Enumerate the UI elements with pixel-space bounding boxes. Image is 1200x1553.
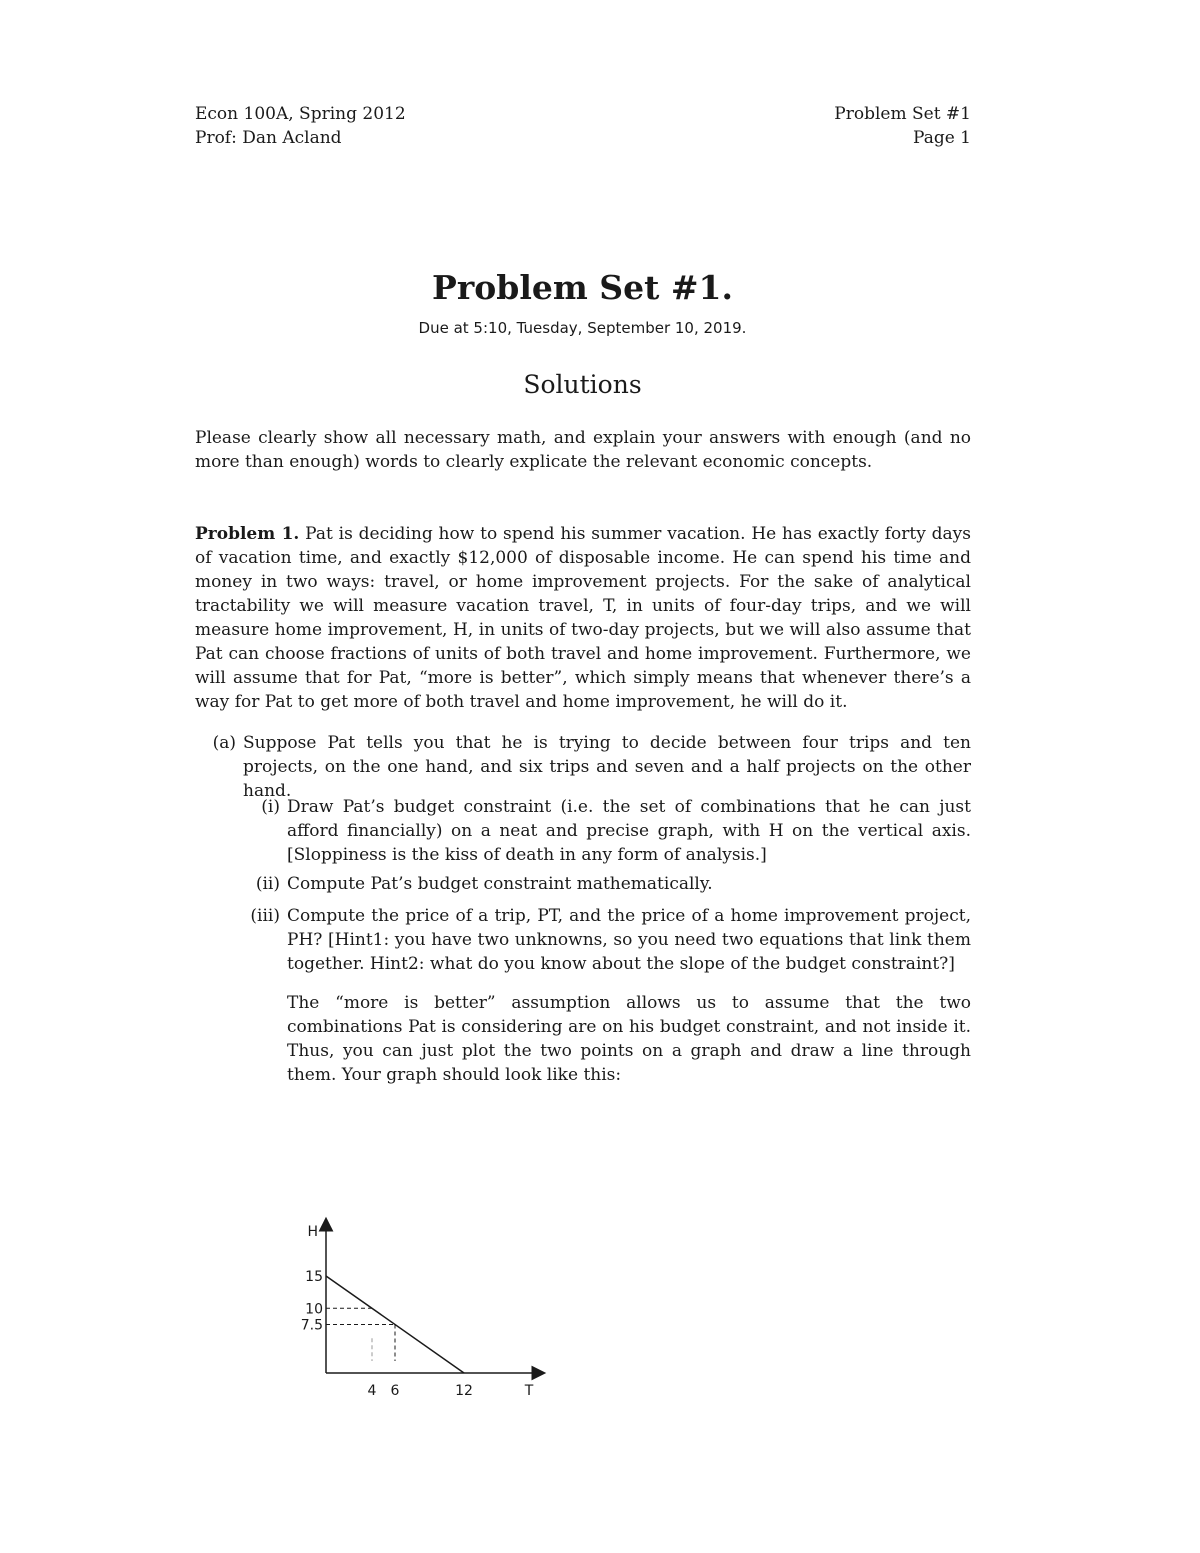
- subpart-iii-label: (iii): [250, 906, 280, 926]
- y-tick-label: 7.5: [300, 1317, 323, 1334]
- header-right: [834, 102, 971, 150]
- answer-paragraph: The “more is better” assumption allows us to assume that the two combinations Pat is considering are on his budget constraint, and not inside it. Thus, you can just plot the two points on a graph and draw a line through them. Your graph should look like this:: [287, 993, 971, 1085]
- page-title: Problem Set #1.: [432, 268, 733, 307]
- x-tick-label: 12: [455, 1383, 473, 1395]
- problem-1-paragraph: [195, 522, 971, 714]
- header-left: [195, 102, 406, 150]
- problem-set-label: Problem Set #1: [834, 104, 971, 124]
- x-tick-label: 6: [390, 1383, 400, 1395]
- problem-1-label: Problem 1.: [195, 524, 300, 544]
- solutions-heading: Solutions: [523, 370, 642, 399]
- x-tick-label: 4: [367, 1383, 377, 1395]
- budget-constraint-line: [326, 1276, 464, 1373]
- subpart-iii-text: Compute the price of a trip, PT, and the price of a home improvement project, PH? [Hint1: you have two unknowns, so you need two equations that link them together. Hint2: what do you know about the slope of the budget constraint?]: [287, 906, 971, 974]
- y-tick-label: 15: [305, 1268, 323, 1285]
- budget-constraint-chart: [290, 1090, 580, 1395]
- professor-name: Prof: Dan Acland: [195, 128, 342, 148]
- x-axis-label: T: [524, 1383, 534, 1395]
- y-axis-label: H: [307, 1224, 318, 1241]
- instructions-paragraph: Please clearly show all necessary math, and explain your answers with enough (and no more than enough) words to clearly explicate the relevant economic concepts.: [195, 428, 971, 472]
- part-a-label: (a): [212, 733, 236, 753]
- course-name: Econ 100A, Spring 2012: [195, 104, 406, 124]
- subpart-ii-label: (ii): [255, 874, 280, 894]
- page-number: Page 1: [913, 128, 971, 148]
- due-date: Due at 5:10, Tuesday, September 10, 2019.: [418, 319, 747, 337]
- y-tick-label: 10: [305, 1301, 323, 1318]
- problem-1-text: Pat is deciding how to spend his summer vacation. He has exactly forty days of vacation time, and exactly $12,000 of disposable income. He can spend his time and money in two ways: travel, or home improvement projects. For the sake of analytical tractability we will measure vacation travel, T, in units of four-day trips, and we will measure home improvement, H, in units of two-day projects, but we will also assume that Pat can choose fractions of units of both travel and home improvement. Furthermore, we will assume that for Pat, “more is better”, which simply means that whenever there’s a way for Pat to get more of both travel and home improvement, he will do it.: [195, 524, 971, 712]
- subpart-i-text: Draw Pat’s budget constraint (i.e. the set of combinations that he can just afford financially) on a neat and precise graph, with H on the vertical axis. [Sloppiness is the kiss of death in any form of analysis.]: [287, 797, 971, 865]
- subpart-ii-text: Compute Pat’s budget constraint mathematically.: [287, 874, 713, 894]
- subpart-i-label: (i): [261, 797, 280, 817]
- part-a-text: Suppose Pat tells you that he is trying to decide between four trips and ten projects, on the one hand, and six trips and seven and a half projects on the other hand.: [243, 733, 971, 801]
